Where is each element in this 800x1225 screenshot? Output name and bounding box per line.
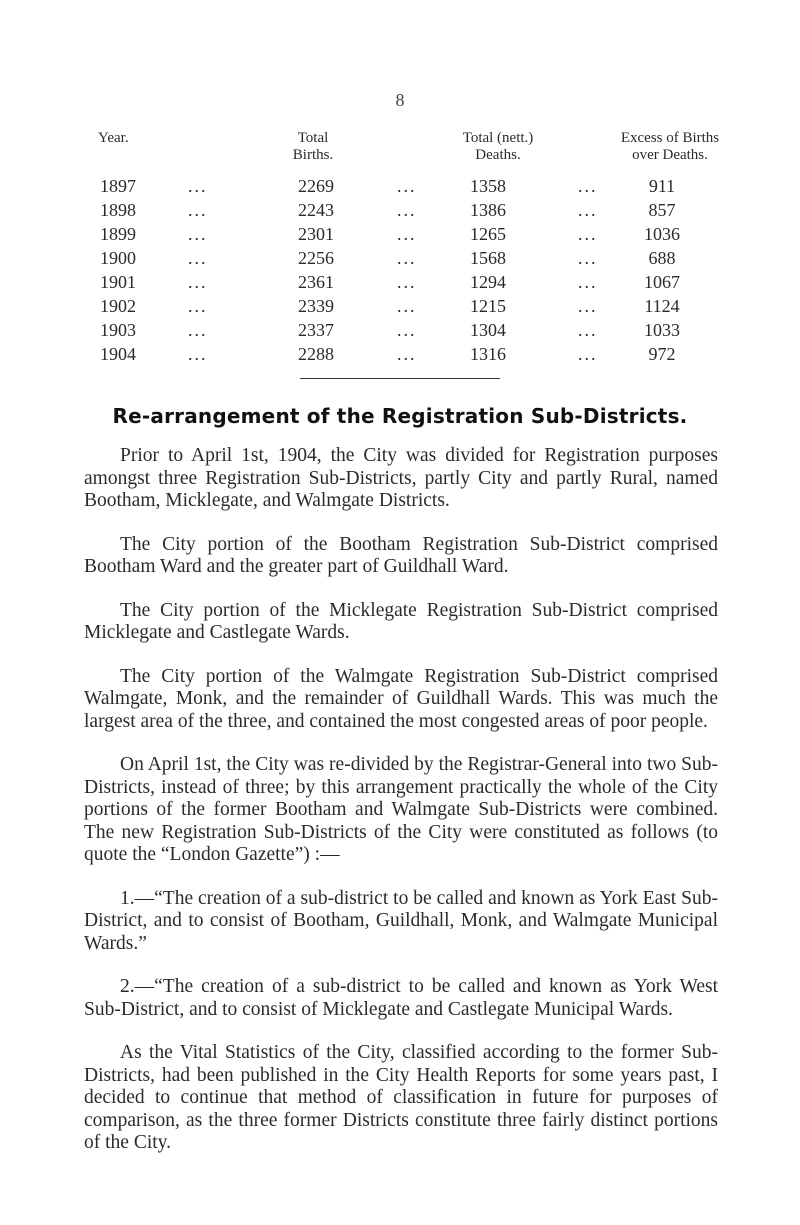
paragraph: 2.—“The creation of a sub-district to be called and known as York West Sub-District, and to consist of Micklegate and Castlegate Municipal Wards. (84, 976, 718, 1020)
cell-year: 1900 (100, 248, 136, 268)
cell-births: 2288 (298, 344, 334, 364)
dot-leader: ... (397, 224, 417, 244)
dot-leader: ... (188, 320, 208, 340)
cell-year: 1899 (100, 224, 136, 244)
cell-year: 1903 (100, 320, 136, 340)
header-year: Year. (98, 130, 129, 146)
body-text (84, 445, 718, 1176)
cell-deaths: 1265 (470, 224, 506, 244)
table-row (100, 246, 720, 270)
dot-leader: ... (578, 272, 598, 292)
section-heading: Re-arrangement of the Registration Sub-Districts. (112, 404, 688, 428)
dot-leader: ... (397, 272, 417, 292)
table-row (100, 270, 720, 294)
dot-leader: ... (188, 176, 208, 196)
cell-year: 1904 (100, 344, 136, 364)
dot-leader: ... (397, 344, 417, 364)
table-header (100, 130, 720, 174)
cell-deaths: 1215 (470, 296, 506, 316)
dot-leader: ... (188, 344, 208, 364)
cell-deaths: 1386 (470, 200, 506, 220)
dot-leader: ... (397, 200, 417, 220)
paragraph: 1.—“The creation of a sub-district to be called and known as York East Sub-District, and to consist of Bootham, Guildhall, Monk, and Walmgate Municipal Wards.” (84, 887, 718, 954)
cell-excess: 688 (648, 248, 676, 268)
cell-births: 2337 (298, 320, 334, 340)
cell-excess: 1036 (644, 224, 680, 244)
dot-leader: ... (188, 248, 208, 268)
paragraph: As the Vital Statistics of the City, classified according to the former Sub-Districts, had been published in the City Health Reports for some years past, I decided to continue that method of classification in future for purposes of comparison, as the three former Districts constitute three fairly distinct portions of the City. (84, 1042, 718, 1153)
cell-births: 2243 (298, 200, 334, 220)
cell-year: 1898 (100, 200, 136, 220)
table-row (100, 174, 720, 198)
table-row (100, 198, 720, 222)
cell-year: 1897 (100, 176, 136, 196)
header-excess: Excess of Births over Deaths. (620, 130, 720, 163)
dot-leader: ... (188, 224, 208, 244)
cell-excess: 1067 (644, 272, 680, 292)
table-row (100, 318, 720, 342)
table-row (100, 222, 720, 246)
dot-leader: ... (397, 248, 417, 268)
dot-leader: ... (578, 200, 598, 220)
cell-deaths: 1568 (470, 248, 506, 268)
dot-leader: ... (578, 224, 598, 244)
paragraph: The City portion of the Micklegate Registration Sub-District comprised Micklegate and Castlegate Wards. (84, 599, 718, 643)
cell-excess: 1033 (644, 320, 680, 340)
paragraph: The City portion of the Walmgate Registration Sub-District comprised Walmgate, Monk, and the remainder of Guildhall Wards. This was much the largest area of the three, and contained the most congested areas of poor people. (84, 665, 718, 732)
dot-leader: ... (188, 296, 208, 316)
cell-year: 1902 (100, 296, 136, 316)
cell-births: 2269 (298, 176, 334, 196)
dot-leader: ... (397, 320, 417, 340)
cell-excess: 972 (648, 344, 676, 364)
table-row (100, 294, 720, 318)
cell-deaths: 1316 (470, 344, 506, 364)
dot-leader: ... (397, 176, 417, 196)
cell-births: 2361 (298, 272, 334, 292)
births-deaths-table (100, 130, 720, 366)
cell-deaths: 1358 (470, 176, 506, 196)
header-deaths: Total (nett.) Deaths. (462, 130, 534, 163)
dot-leader: ... (397, 296, 417, 316)
paragraph: On April 1st, the City was re-divided by the Registrar-General into two Sub-Districts, instead of three; by this arrangement practically the whole of the City portions of the former Bootham and Walmgate Sub-Districts were combined. The new Registration Sub-Districts of the City were constituted as follows (to quote the “London Gazette”) :— (84, 754, 718, 865)
cell-births: 2301 (298, 224, 334, 244)
cell-excess: 1124 (644, 296, 680, 316)
dot-leader: ... (188, 200, 208, 220)
section-divider (300, 378, 500, 379)
paragraph: The City portion of the Bootham Registration Sub-District comprised Bootham Ward and the greater part of Guildhall Ward. (84, 533, 718, 577)
page-number: 8 (395, 90, 405, 110)
dot-leader: ... (578, 176, 598, 196)
cell-excess: 911 (648, 176, 676, 196)
dot-leader: ... (578, 248, 598, 268)
cell-year: 1901 (100, 272, 136, 292)
cell-births: 2256 (298, 248, 334, 268)
cell-excess: 857 (648, 200, 676, 220)
dot-leader: ... (578, 320, 598, 340)
dot-leader: ... (578, 344, 598, 364)
header-births: Total Births. (292, 130, 334, 163)
cell-deaths: 1294 (470, 272, 506, 292)
dot-leader: ... (578, 296, 598, 316)
dot-leader: ... (188, 272, 208, 292)
paragraph: Prior to April 1st, 1904, the City was divided for Registration purposes amongst three Registration Sub-Districts, partly City and partly Rural, named Bootham, Micklegate, and Walmgate Districts. (84, 445, 718, 511)
cell-births: 2339 (298, 296, 334, 316)
table-row (100, 342, 720, 366)
cell-deaths: 1304 (470, 320, 506, 340)
